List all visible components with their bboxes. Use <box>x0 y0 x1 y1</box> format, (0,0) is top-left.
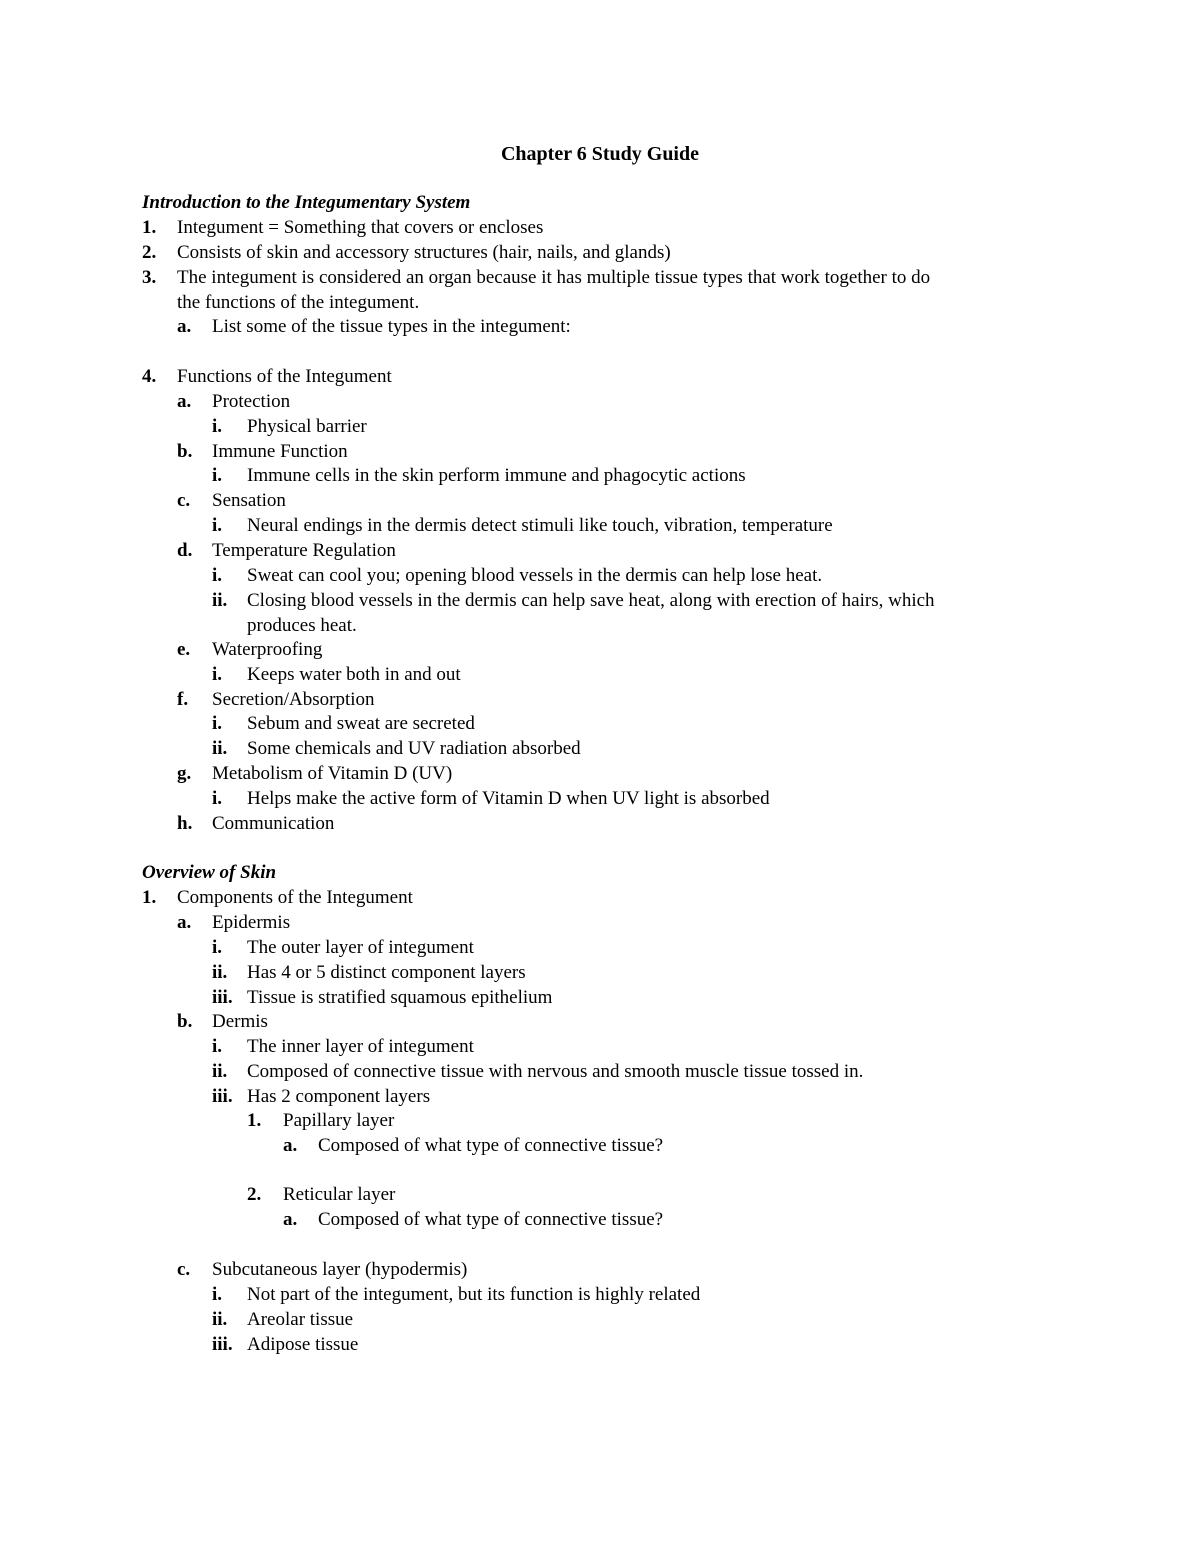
list-item: Sebum and sweat are secreted <box>247 713 475 734</box>
list-item: Composed of connective tissue with nervous and smooth muscle tissue tossed in. <box>247 1061 864 1082</box>
list-marker: d. <box>177 540 193 561</box>
list-item: Areolar tissue <box>247 1309 354 1330</box>
list-marker: a. <box>177 912 192 933</box>
list-item: Some chemicals and UV radiation absorbed <box>247 738 581 759</box>
list-item: Tissue is stratified squamous epithelium <box>247 987 553 1008</box>
list-marker: c. <box>177 1259 191 1280</box>
list-item: Has 4 or 5 distinct component layers <box>247 962 526 983</box>
list-item: Integument = Something that covers or encloses <box>177 217 544 238</box>
list-marker: 4. <box>142 366 157 387</box>
list-marker: ii. <box>212 1309 228 1330</box>
list-item: Sweat can cool you; opening blood vessels in the dermis can help lose heat. <box>247 565 823 586</box>
list-item: Dermis <box>212 1011 268 1032</box>
list-item: Composed of what type of connective tissue? <box>318 1209 664 1230</box>
list-marker: h. <box>177 813 193 834</box>
list-marker: i. <box>212 565 223 586</box>
list-item: Immune cells in the skin perform immune and phagocytic actions <box>247 465 746 486</box>
list-item: Sensation <box>212 490 286 511</box>
list-marker: iii. <box>212 1334 233 1355</box>
list-item: Not part of the integument, but its function is highly related <box>247 1284 701 1305</box>
list-item: Functions of the Integument <box>177 366 392 387</box>
list-marker: b. <box>177 1011 193 1032</box>
list-marker: i. <box>212 515 223 536</box>
list-marker: a. <box>283 1135 298 1156</box>
list-marker: 3. <box>142 267 157 288</box>
list-marker: iii. <box>212 987 233 1008</box>
list-marker: i. <box>212 1036 223 1057</box>
list-item: The inner layer of integument <box>247 1036 474 1057</box>
list-marker: b. <box>177 441 193 462</box>
list-item: Waterproofing <box>212 639 323 660</box>
list-item: Reticular layer <box>283 1184 396 1205</box>
list-marker: g. <box>177 763 192 784</box>
list-marker: ii. <box>212 1061 228 1082</box>
list-marker: i. <box>212 465 223 486</box>
list-marker: e. <box>177 639 191 660</box>
list-item: List some of the tissue types in the integument: <box>212 316 571 337</box>
list-marker: 1. <box>247 1110 262 1131</box>
list-item: Communication <box>212 813 335 834</box>
list-marker: i. <box>212 937 223 958</box>
list-marker: ii. <box>212 738 228 759</box>
list-marker: 2. <box>247 1184 262 1205</box>
list-marker: 1. <box>142 217 157 238</box>
list-marker: a. <box>177 316 192 337</box>
list-item: the functions of the integument. <box>177 292 420 313</box>
section-heading: Overview of Skin <box>142 862 277 883</box>
list-item: Temperature Regulation <box>212 540 396 561</box>
list-item: Adipose tissue <box>247 1334 359 1355</box>
list-item: Keeps water both in and out <box>247 664 461 685</box>
list-item: Composed of what type of connective tissue? <box>318 1135 664 1156</box>
page-title: Chapter 6 Study Guide <box>500 143 699 165</box>
list-item: Epidermis <box>212 912 291 933</box>
list-marker: i. <box>212 664 223 685</box>
list-marker: 1. <box>142 887 157 908</box>
list-marker: i. <box>212 713 223 734</box>
list-marker: a. <box>177 391 192 412</box>
list-item: Physical barrier <box>247 416 367 437</box>
list-marker: c. <box>177 490 191 511</box>
list-item: Metabolism of Vitamin D (UV) <box>212 763 453 784</box>
list-item: The integument is considered an organ because it has multiple tissue types that work together to do <box>177 267 931 288</box>
list-marker: i. <box>212 1284 223 1305</box>
list-marker: 2. <box>142 242 157 263</box>
list-marker: i. <box>212 416 223 437</box>
list-item: Closing blood vessels in the dermis can help save heat, along with erection of hairs, which <box>247 590 935 611</box>
list-item: Has 2 component layers <box>247 1086 431 1107</box>
list-item: Helps make the active form of Vitamin D when UV light is absorbed <box>247 788 770 809</box>
list-item: Components of the Integument <box>177 887 413 908</box>
list-item: The outer layer of integument <box>247 937 474 958</box>
list-item: Subcutaneous layer (hypodermis) <box>212 1259 468 1280</box>
list-item: Papillary layer <box>283 1110 395 1131</box>
list-marker: iii. <box>212 1086 233 1107</box>
list-marker: ii. <box>212 962 228 983</box>
list-item: Neural endings in the dermis detect stimuli like touch, vibration, temperature <box>247 515 833 536</box>
list-marker: f. <box>177 689 189 710</box>
list-item: Protection <box>212 391 291 412</box>
section-heading: Introduction to the Integumentary System <box>142 192 471 213</box>
list-marker: i. <box>212 788 223 809</box>
list-item: produces heat. <box>247 615 357 636</box>
list-item: Secretion/Absorption <box>212 689 375 710</box>
list-marker: a. <box>283 1209 298 1230</box>
list-item: Consists of skin and accessory structures (hair, nails, and glands) <box>177 242 671 263</box>
list-marker: ii. <box>212 590 228 611</box>
list-item: Immune Function <box>212 441 348 462</box>
